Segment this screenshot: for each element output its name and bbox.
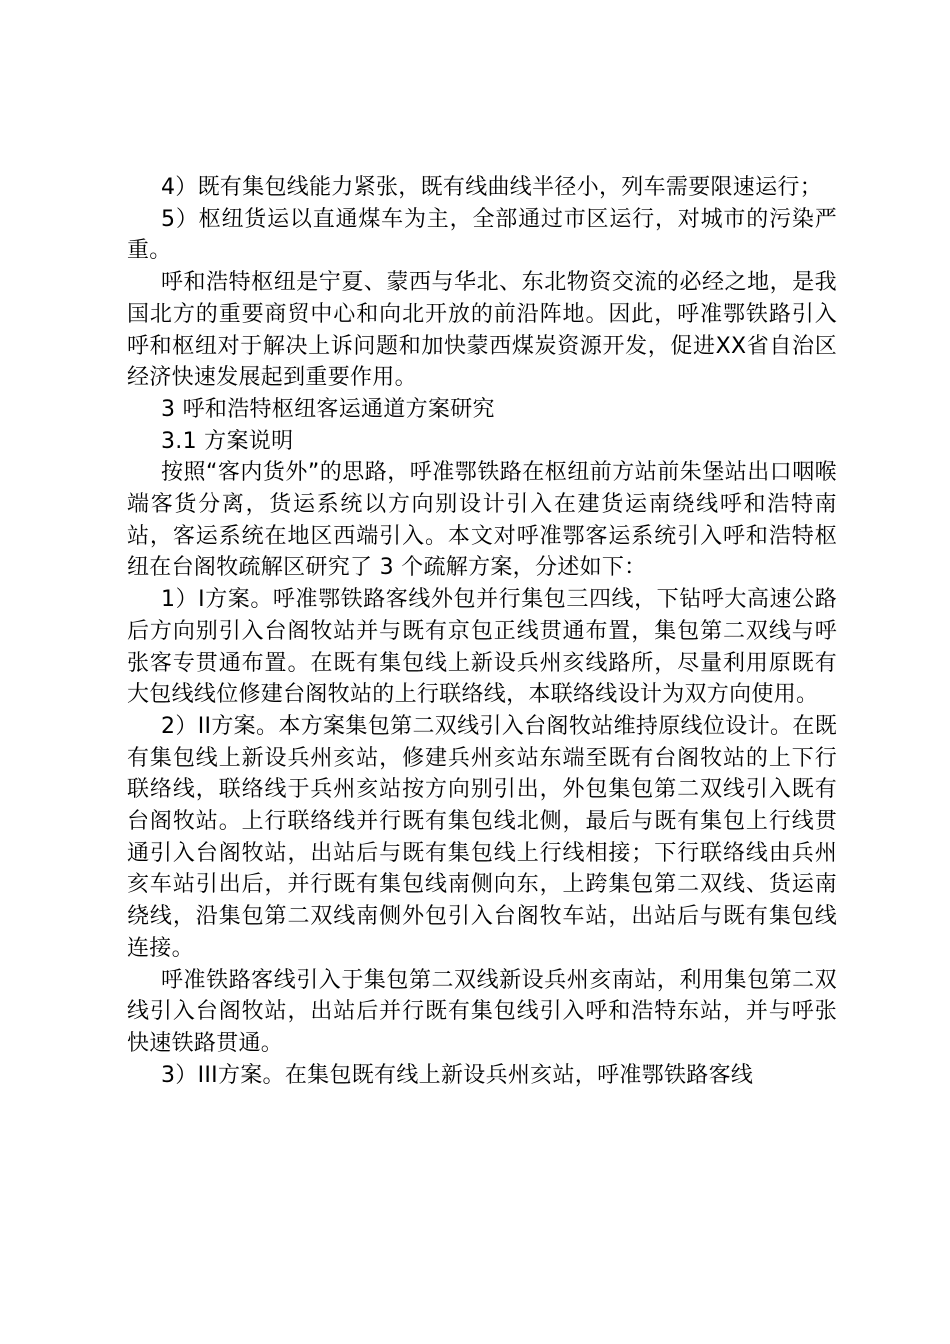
paragraph-hub-importance: 呼和浩特枢纽是宁夏、蒙西与华北、东北物资交流的必经之地，是我国北方的重要商贸中心和向北开放的前沿阵地。因此，呼准鄂铁路引入呼和枢纽对于解决上诉问题和加快蒙西煤炭资源开发，促进XX省自治区经济快速发展起到重要作用。 [127,270,837,391]
paragraph-scheme-1: 1）I方案。呼准鄂铁路客线外包并行集包三四线，下钻呼大高速公路后方向别引入台阁牧站并与既有京包正线贯通布置，集包第二双线与呼张客专贯通布置。在既有集包线上新设兵州亥线路所，尽量利用原既有大包线线位修建台阁牧站的上行联络线，本联络线设计为双方向使用。 [127,587,837,708]
paragraph-item-5: 5）枢纽货运以直通煤车为主，全部通过市区运行，对城市的污染严重。 [127,206,837,264]
paragraph-scheme-intro: 按照“客内货外”的思路，呼准鄂铁路在枢纽前方站前朱堡站出口咽喉端客货分离，货运系统以方向别设计引入在建货运南绕线呼和浩特南站，客运系统在地区西端引入。本文对呼准鄂客运系统引入呼和浩特枢纽在台阁牧疏解区研究了 3 个疏解方案，分述如下： [127,460,837,581]
paragraph-scheme-2: 2）II方案。本方案集包第二双线引入台阁牧站维持原线位设计。在既有集包线上新设兵州亥站，修建兵州亥站东端至既有台阁牧站的上下行联络线，联络线于兵州亥站按方向别引出，外包集包第二双线引入既有台阁牧站。上行联络线并行既有集包线北侧，最后与既有集包上行线贯通引入台阁牧站，出站后与既有集包线上行线相接；下行联络线由兵州亥车站引出后，并行既有集包线南侧向东，上跨集包第二双线、货运南绕线，沿集包第二双线南侧外包引入台阁牧车站，出站后与既有集包线连接。 [127,713,837,961]
document-body [127,172,837,1091]
section-heading-3: 3 呼和浩特枢纽客运通道方案研究 [161,396,495,422]
paragraph-scheme-2-passenger: 呼准铁路客线引入于集包第二双线新设兵州亥南站，利用集包第二双线引入台阁牧站，出站后并行既有集包线引入呼和浩特东站，并与呼张快速铁路贯通。 [127,967,837,1056]
paragraph-scheme-3: 3）III方案。在集包既有线上新设兵州亥站，呼准鄂铁路客线 [161,1062,754,1088]
section-heading-3-1: 3.1 方案说明 [161,428,294,454]
paragraph-item-4: 4）既有集包线能力紧张，既有线曲线半径小，列车需要限速运行； [161,175,822,200]
